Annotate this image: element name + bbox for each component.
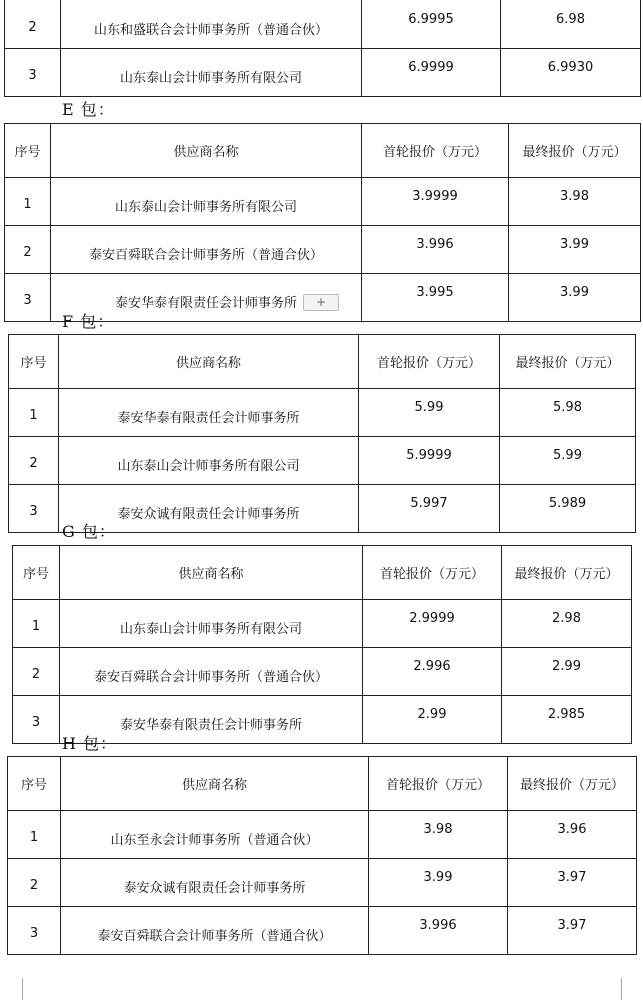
first-price-cell: 2.9999: [363, 600, 502, 648]
seq-cell: 3: [8, 907, 61, 955]
header-supplier: 供应商名称: [60, 546, 363, 600]
final-price-cell: 6.9930: [501, 49, 641, 97]
supplier-cell: 泰安华泰有限责任会计师事务所: [51, 274, 362, 322]
first-price-cell: 2.99: [363, 696, 502, 744]
header-final-price: 最终报价（万元）: [502, 546, 632, 600]
supplier-cell: 山东泰山会计师事务所有限公司: [61, 49, 362, 97]
header-seq: 序号: [13, 546, 60, 600]
final-price-cell: 2.99: [502, 648, 632, 696]
table-row: [13, 648, 632, 696]
package-label-g: G 包：: [62, 522, 116, 541]
supplier-cell: 泰安众诚有限责任会计师事务所: [59, 485, 359, 533]
supplier-cell: 泰安百舜联合会计师事务所（普通合伙）: [61, 907, 369, 955]
final-price-cell: 3.98: [509, 178, 641, 226]
final-price-cell: 6.98: [501, 0, 641, 49]
supplier-cell: 泰安百舜联合会计师事务所（普通合伙）: [51, 226, 362, 274]
supplier-cell: 山东和盛联合会计师事务所（普通合伙）: [61, 0, 362, 49]
table-header-row: [9, 335, 636, 389]
supplier-cell: 山东至永会计师事务所（普通合伙）: [61, 811, 369, 859]
seq-cell: 1: [5, 178, 51, 226]
final-price-cell: 5.989: [500, 485, 636, 533]
table-row: [8, 859, 637, 907]
package-label-e: E 包：: [62, 100, 115, 119]
crop-mark-bottom-right: [621, 978, 632, 1000]
seq-cell: 1: [13, 600, 60, 648]
first-price-cell: 5.9999: [359, 437, 500, 485]
supplier-cell: 泰安华泰有限责任会计师事务所: [60, 696, 363, 744]
supplier-cell: 泰安众诚有限责任会计师事务所: [61, 859, 369, 907]
first-price-cell: 3.9999: [362, 178, 509, 226]
seq-cell: 3: [9, 485, 59, 533]
supplier-cell: 山东泰山会计师事务所有限公司: [51, 178, 362, 226]
table-row: [5, 178, 641, 226]
header-first-price: 首轮报价（万元）: [359, 335, 500, 389]
seq-cell: 2: [9, 437, 59, 485]
crop-mark-bottom-left: [12, 978, 23, 1000]
table-row: [9, 437, 636, 485]
header-final-price: 最终报价（万元）: [509, 124, 641, 178]
final-price-cell: 3.97: [508, 859, 637, 907]
seq-cell: 2: [5, 0, 61, 49]
package-label-f: F 包：: [62, 312, 115, 331]
seq-cell: 1: [8, 811, 61, 859]
header-supplier: 供应商名称: [59, 335, 359, 389]
seq-cell: 2: [8, 859, 61, 907]
bid-table-d-continued: [4, 0, 641, 97]
header-seq: 序号: [9, 335, 59, 389]
final-price-cell: 3.99: [509, 274, 641, 322]
table-header-row: [8, 757, 637, 811]
package-label-h: H 包：: [62, 734, 118, 753]
header-first-price: 首轮报价（万元）: [363, 546, 502, 600]
seq-cell: 2: [5, 226, 51, 274]
first-price-cell: 5.997: [359, 485, 500, 533]
table-row: [5, 49, 641, 97]
bid-table-h: [7, 756, 637, 955]
header-seq: 序号: [8, 757, 61, 811]
first-price-cell: 6.9999: [362, 49, 501, 97]
final-price-cell: 5.99: [500, 437, 636, 485]
bid-table-e: [4, 123, 641, 322]
header-seq: 序号: [5, 124, 51, 178]
table-header-row: [5, 124, 641, 178]
header-final-price: 最终报价（万元）: [500, 335, 636, 389]
first-price-cell: 5.99: [359, 389, 500, 437]
first-price-cell: 3.995: [362, 274, 509, 322]
add-row-button[interactable]: +: [303, 294, 339, 311]
header-final-price: 最终报价（万元）: [508, 757, 637, 811]
first-price-cell: 2.996: [363, 648, 502, 696]
supplier-cell: 泰安华泰有限责任会计师事务所: [59, 389, 359, 437]
header-first-price: 首轮报价（万元）: [362, 124, 509, 178]
header-first-price: 首轮报价（万元）: [369, 757, 508, 811]
seq-cell: 3: [5, 49, 61, 97]
supplier-cell: 山东泰山会计师事务所有限公司: [60, 600, 363, 648]
first-price-cell: 3.996: [362, 226, 509, 274]
table-header-row: [13, 546, 632, 600]
first-price-cell: 3.99: [369, 859, 508, 907]
first-price-cell: 3.98: [369, 811, 508, 859]
seq-cell: 3: [5, 274, 51, 322]
table-row: [8, 907, 637, 955]
header-supplier: 供应商名称: [61, 757, 369, 811]
table-row: [5, 0, 641, 49]
table-row: [5, 226, 641, 274]
table-row: [8, 811, 637, 859]
final-price-cell: 3.97: [508, 907, 637, 955]
first-price-cell: 6.9995: [362, 0, 501, 49]
bid-table-g: [12, 545, 632, 744]
final-price-cell: 2.985: [502, 696, 632, 744]
seq-cell: 2: [13, 648, 60, 696]
supplier-cell: 山东泰山会计师事务所有限公司: [59, 437, 359, 485]
supplier-cell: 泰安百舜联合会计师事务所（普通合伙）: [60, 648, 363, 696]
final-price-cell: 5.98: [500, 389, 636, 437]
table-row: [9, 389, 636, 437]
first-price-cell: 3.996: [369, 907, 508, 955]
header-supplier: 供应商名称: [51, 124, 362, 178]
seq-cell: 1: [9, 389, 59, 437]
final-price-cell: 2.98: [502, 600, 632, 648]
final-price-cell: 3.96: [508, 811, 637, 859]
table-row: [13, 600, 632, 648]
bid-table-f: [8, 334, 636, 533]
seq-cell: 3: [13, 696, 60, 744]
final-price-cell: 3.99: [509, 226, 641, 274]
